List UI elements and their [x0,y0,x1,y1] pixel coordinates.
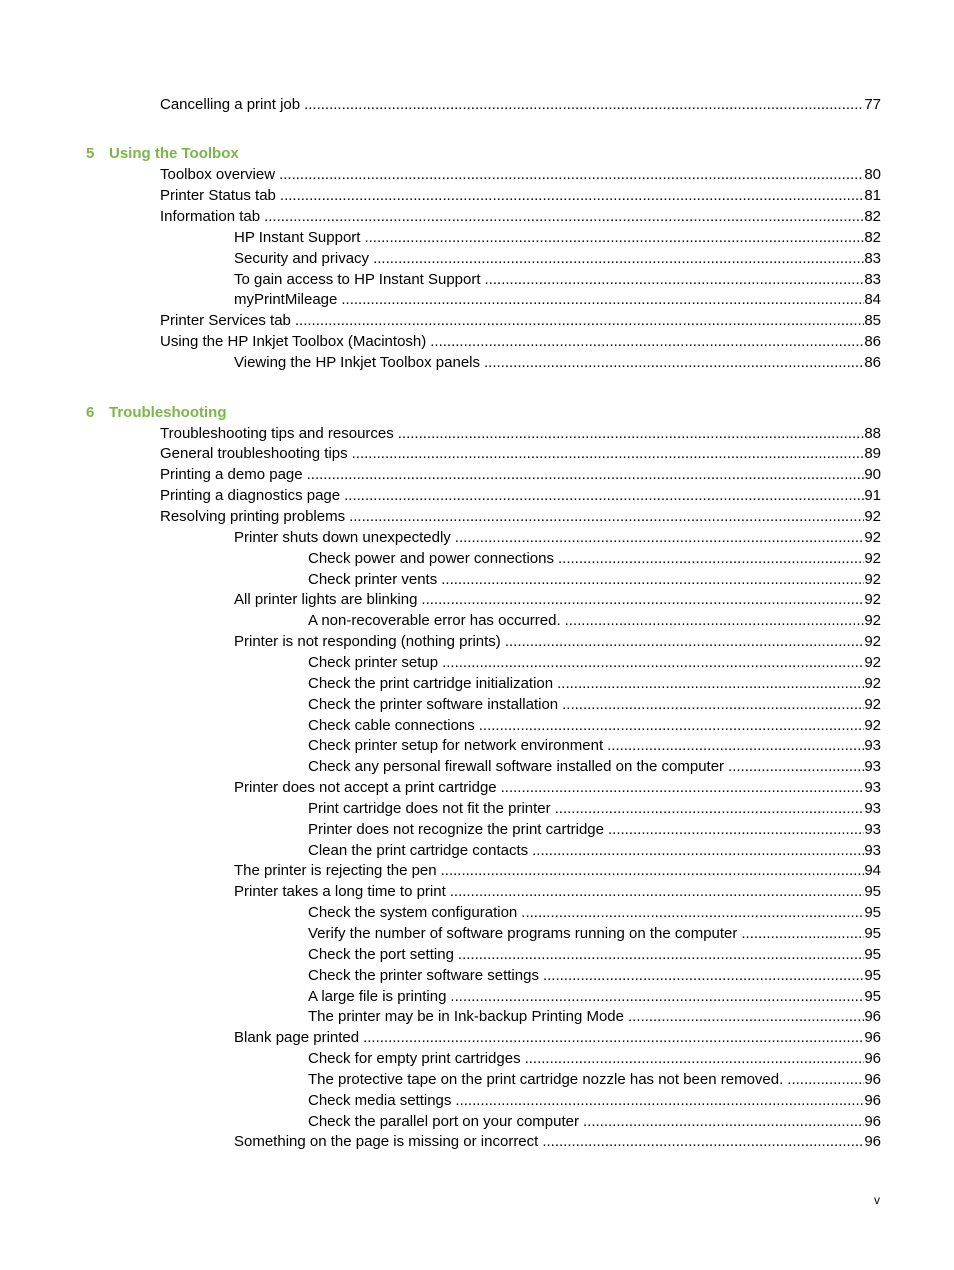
toc-leader-dots [450,987,864,1007]
toc-entry-title: Check printer setup for network environment [308,737,604,754]
toc-entry[interactable] [234,1028,881,1048]
toc-entry-page: 92 [864,508,881,525]
toc-entry-page: 93 [864,842,881,859]
toc-leader-dots [421,590,864,610]
toc-leader-dots [555,799,865,819]
toc-leader-dots [542,1132,864,1152]
toc-leader-dots [562,695,864,715]
toc-leader-dots [430,332,864,352]
toc-entry[interactable] [160,332,881,352]
toc-entry-title: General troubleshooting tips [160,445,348,462]
toc-entry-page: 95 [864,904,881,921]
toc-entry[interactable] [308,820,881,840]
toc-entry-title: Check the port setting [308,946,454,963]
toc-entry[interactable] [234,861,881,881]
toc-entry[interactable] [308,674,881,694]
toc-entry[interactable] [308,570,881,590]
toc-entry-title: Check the print cartridge initialization [308,675,554,692]
toc-leader-dots [479,716,865,736]
toc-entry-title: Check the printer software installation [308,696,559,713]
toc-entry[interactable] [160,165,881,185]
toc-leader-dots [363,1028,864,1048]
toc-entry[interactable] [308,549,881,569]
toc-entry-page: 86 [864,354,881,371]
toc-leader-dots [349,507,864,527]
toc-entry-page: 96 [864,1092,881,1109]
toc-entry[interactable] [234,778,881,798]
toc-entry[interactable] [308,1049,881,1069]
toc-leader-dots [442,653,864,673]
toc-entry-page: 95 [864,967,881,984]
toc-entry-title: Troubleshooting tips and resources [160,425,394,442]
toc-entry[interactable] [160,207,881,227]
toc-leader-dots [307,465,865,485]
toc-entry[interactable] [234,1132,881,1152]
toc-entry-title: All printer lights are blinking [234,591,418,608]
toc-entry-page: 96 [864,1008,881,1025]
toc-leader-dots [280,186,864,206]
toc-entry-title: Verify the number of software programs running on the computer [308,925,738,942]
toc-entry-title: Check the printer software settings [308,967,539,984]
toc-entry-title: The protective tape on the print cartridge nozzle has not been removed. [308,1071,784,1088]
toc-leader-dots [557,674,864,694]
chapter-number: 6 [86,404,95,421]
toc-entry-page: 92 [864,696,881,713]
toc-entry-title: Resolving printing problems [160,508,346,525]
toc-leader-dots [264,207,864,227]
toc-entry-page: 92 [864,633,881,650]
toc-entry-title: Clean the print cartridge contacts [308,842,529,859]
toc-entry-page: 95 [864,883,881,900]
toc-entry-page: 93 [864,758,881,775]
toc-entry[interactable] [160,95,881,115]
toc-entry-title: To gain access to HP Instant Support [234,271,481,288]
toc-entry-title: Cancelling a print job [160,96,301,113]
toc-entry-page: 92 [864,529,881,546]
toc-leader-dots [505,632,865,652]
toc-entry-title: Using the HP Inkjet Toolbox (Macintosh) [160,333,427,350]
toc-entry[interactable] [308,695,881,715]
chapter-number: 5 [86,145,95,162]
toc-entry-page: 96 [864,1133,881,1150]
toc-entry-title: Check cable connections [308,717,475,734]
toc-entry-title: Printer is not responding (nothing prints) [234,633,501,650]
toc-entry-page: 93 [864,821,881,838]
toc-leader-dots [279,165,864,185]
toc-entry[interactable] [160,311,881,331]
toc-entry[interactable] [160,486,881,506]
toc-entry[interactable] [234,228,881,248]
toc-entry[interactable] [234,249,881,269]
toc-entry-title: Check any personal firewall software installed on the computer [308,758,725,775]
toc-entry-title: Check printer setup [308,654,439,671]
toc-leader-dots [583,1112,864,1132]
toc-entry-page: 85 [864,312,881,329]
toc-entry-page: 96 [864,1071,881,1088]
toc-entry-page: 90 [864,466,881,483]
toc-leader-dots [543,966,864,986]
toc-entry[interactable] [308,924,881,944]
toc-entry-title: Printer shuts down unexpectedly [234,529,451,546]
toc-entry[interactable] [308,903,881,923]
toc-entry-title: Check for empty print cartridges [308,1050,521,1067]
toc-leader-dots [398,424,865,444]
toc-entry[interactable] [308,736,881,756]
toc-entry-title: The printer is rejecting the pen [234,862,437,879]
toc-leader-dots [501,778,865,798]
toc-entry-page: 86 [864,333,881,350]
toc-entry[interactable] [234,882,881,902]
toc-entry-page: 95 [864,925,881,942]
toc-entry-title: Check the system configuration [308,904,518,921]
toc-leader-dots [628,1007,864,1027]
toc-entry-page: 93 [864,800,881,817]
toc-leader-dots [525,1049,865,1069]
toc-entry-title: Print cartridge does not fit the printer [308,800,551,817]
toc-entry-page: 80 [864,166,881,183]
toc-leader-dots [787,1070,864,1090]
toc-entry-page: 83 [864,250,881,267]
toc-entry-title: Check power and power connections [308,550,554,567]
toc-leader-dots [608,820,864,840]
toc-entry[interactable] [234,270,881,290]
toc-entry[interactable] [308,1112,881,1132]
toc-entry-title: Printer Status tab [160,187,276,204]
toc-entry-title: Check the parallel port on your computer [308,1113,579,1130]
toc-entry[interactable] [308,653,881,673]
toc-entry[interactable] [234,528,881,548]
toc-entry-title: Printer Services tab [160,312,291,329]
toc-leader-dots [532,841,864,861]
chapter-heading[interactable] [86,144,239,164]
toc-entry-page: 88 [864,425,881,442]
toc-entry[interactable] [160,444,881,464]
toc-entry[interactable] [160,186,881,206]
chapter-heading[interactable] [86,403,227,423]
toc-entry[interactable] [308,1070,881,1090]
toc-entry-page: 92 [864,550,881,567]
toc-entry-page: 96 [864,1029,881,1046]
toc-entry-page: 84 [864,291,881,308]
toc-entry-page: 89 [864,445,881,462]
toc-leader-dots [441,570,864,590]
toc-entry-title: Printing a demo page [160,466,303,483]
toc-entry[interactable] [160,465,881,485]
toc-entry-page: 82 [864,229,881,246]
toc-leader-dots [728,757,864,777]
toc-leader-dots [484,353,864,373]
toc-leader-dots [458,945,864,965]
toc-leader-dots [455,1091,864,1111]
toc-entry-page: 82 [864,208,881,225]
toc-entry-title: A large file is printing [308,988,447,1005]
toc-entry-title: Printer does not recognize the print cartridge [308,821,604,838]
toc-entry[interactable] [308,987,881,1007]
toc-entry-title: Printing a diagnostics page [160,487,341,504]
toc-leader-dots [295,311,864,331]
toc-leader-dots [352,444,865,464]
toc-entry[interactable] [308,841,881,861]
toc-entry[interactable] [308,1007,881,1027]
toc-entry-title: HP Instant Support [234,229,361,246]
toc-entry-page: 91 [864,487,881,504]
toc-leader-dots [607,736,864,756]
toc-entry-title: Information tab [160,208,261,225]
toc-entry-page: 94 [864,862,881,879]
toc-entry-page: 81 [864,187,881,204]
toc-entry-page: 95 [864,988,881,1005]
toc-entry-title: Something on the page is missing or incorrect [234,1133,539,1150]
toc-entry[interactable] [308,1091,881,1111]
toc-entry-title: A non-recoverable error has occurred. [308,612,561,629]
toc-entry[interactable] [308,966,881,986]
toc-entry[interactable] [308,611,881,631]
toc-entry-page: 92 [864,654,881,671]
toc-entry-title: The printer may be in Ink-backup Printing Mode [308,1008,624,1025]
toc-entry-page: 92 [864,612,881,629]
toc-entry-page: 92 [864,571,881,588]
toc-entry-title: Blank page printed [234,1029,360,1046]
page-number: v [874,1193,880,1207]
toc-leader-dots [521,903,864,923]
toc-leader-dots [344,486,864,506]
toc-entry[interactable] [234,290,881,310]
toc-entry-page: 95 [864,946,881,963]
toc-leader-dots [304,95,864,115]
toc-entry[interactable] [308,716,881,736]
toc-leader-dots [741,924,864,944]
toc-entry-title: Check media settings [308,1092,452,1109]
toc-entry[interactable] [308,757,881,777]
toc-leader-dots [373,249,864,269]
chapter-title: Using the Toolbox [109,145,239,162]
toc-entry-page: 92 [864,675,881,692]
toc-entry[interactable] [234,590,881,610]
toc-leader-dots [558,549,864,569]
toc-entry-title: Toolbox overview [160,166,276,183]
toc-entry[interactable] [160,507,881,527]
toc-entry-page: 96 [864,1050,881,1067]
toc-entry-page: 93 [864,779,881,796]
toc-entry[interactable] [308,799,881,819]
toc-leader-dots [450,882,865,902]
toc-entry-page: 96 [864,1113,881,1130]
toc-entry-title: Printer takes a long time to print [234,883,446,900]
toc-entry-title: Viewing the HP Inkjet Toolbox panels [234,354,480,371]
toc-entry-title: Printer does not accept a print cartridge [234,779,497,796]
toc-entry-page: 77 [864,96,881,113]
toc-entry-title: myPrintMileage [234,291,338,308]
toc-entry-title: Check printer vents [308,571,438,588]
toc-entry-title: Security and privacy [234,250,370,267]
toc-entry-page: 92 [864,717,881,734]
toc-entry[interactable] [160,424,881,444]
chapter-title: Troubleshooting [109,404,227,421]
toc-leader-dots [565,611,865,631]
toc-leader-dots [441,861,865,881]
toc-entry[interactable] [234,632,881,652]
toc-entry[interactable] [234,353,881,373]
toc-leader-dots [455,528,865,548]
toc-entry[interactable] [308,945,881,965]
toc-entry-page: 83 [864,271,881,288]
toc-leader-dots [485,270,865,290]
toc-leader-dots [341,290,864,310]
toc-entry-page: 92 [864,591,881,608]
toc-entry-page: 93 [864,737,881,754]
toc-leader-dots [364,228,864,248]
